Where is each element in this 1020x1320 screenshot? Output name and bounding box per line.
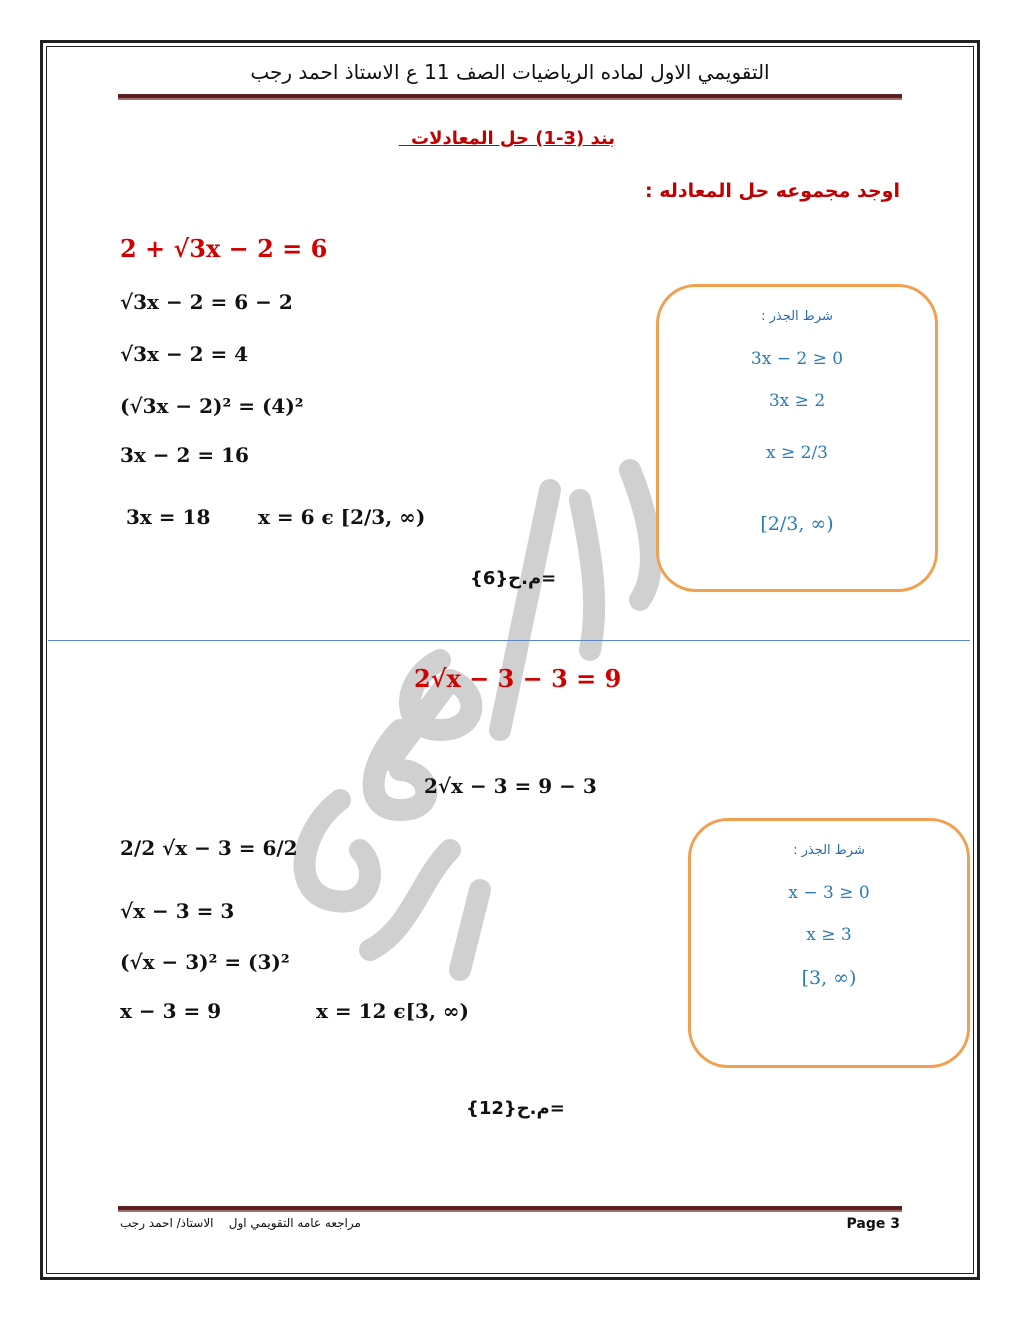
problem1-answer-value: {6} <box>470 568 509 589</box>
problem1-condition-box <box>656 284 938 592</box>
problem2-condition-box <box>688 818 970 1068</box>
problem2-condition-line-3: [3, ∞) <box>801 967 857 989</box>
problem1-step-4: 3x − 2 = 16 <box>120 443 249 467</box>
problem1-equation: 2 + √3x − 2 = 6 <box>120 234 328 263</box>
problem1-condition-line-2: 3x ≥ 2 <box>768 391 826 411</box>
problem2-step-2: 2/2 √x − 3 = 6/2 <box>120 836 298 860</box>
section-divider <box>48 640 970 641</box>
problem2-step-6: x = 12 ϵ[3, ∞) <box>316 999 470 1023</box>
problem1-step-1: √3x − 2 = 6 − 2 <box>120 290 293 314</box>
problem1-step-2: √3x − 2 = 4 <box>120 342 249 366</box>
problem2-answer-label: م.ح= <box>516 1098 565 1119</box>
problem1-step-3: (√3x − 2)² = (4)² <box>120 394 304 418</box>
header-rule <box>118 94 902 100</box>
problem2-answer <box>466 1098 565 1119</box>
problem1-condition-line-1: 3x − 2 ≥ 0 <box>750 349 844 369</box>
problem1-condition-line-4: [2/3, ∞) <box>760 513 834 535</box>
problem1-condition-line-3: x ≥ 2/3 <box>766 443 828 463</box>
page-header-title: التقويمي الاول لماده الرياضيات الصف 11 ع الاستاذ احمد رجب <box>250 60 770 84</box>
problem2-equation: 2√x − 3 − 3 = 9 <box>414 664 622 693</box>
problem2-answer-value: {12} <box>466 1098 517 1119</box>
problem2-condition-title: شرط الجذر : <box>793 843 865 858</box>
problem2-step-4: (√x − 3)² = (3)² <box>120 950 290 974</box>
problem2-step-1: 2√x − 3 = 9 − 3 <box>424 774 597 798</box>
problem1-answer-label: م.ح= <box>508 568 557 589</box>
problem2-step-5: x − 3 = 9 <box>120 999 222 1023</box>
problem1-step-5: 3x = 18 <box>126 505 211 529</box>
page-number: Page 3 <box>846 1216 900 1232</box>
problem2-condition-line-2: x ≥ 3 <box>806 925 852 945</box>
footer-rule <box>118 1206 902 1212</box>
problem1-step-6: x = 6 ϵ [2/3, ∞) <box>258 505 426 529</box>
footer-text: مراجعه عامه التقويمي اول الاستاذ/ احمد رجب <box>120 1216 361 1230</box>
problem2-condition-line-1: x − 3 ≥ 0 <box>788 883 870 903</box>
problem2-step-3: √x − 3 = 3 <box>120 899 235 923</box>
problem1-answer <box>470 568 556 589</box>
problem1-condition-title: شرط الجذر : <box>761 309 833 324</box>
section-heading: بند (3-1) حل المعادلات <box>398 128 615 149</box>
page-border-inner <box>46 46 974 1274</box>
instruction-text: اوجد مجموعه حل المعادله : <box>645 180 900 202</box>
